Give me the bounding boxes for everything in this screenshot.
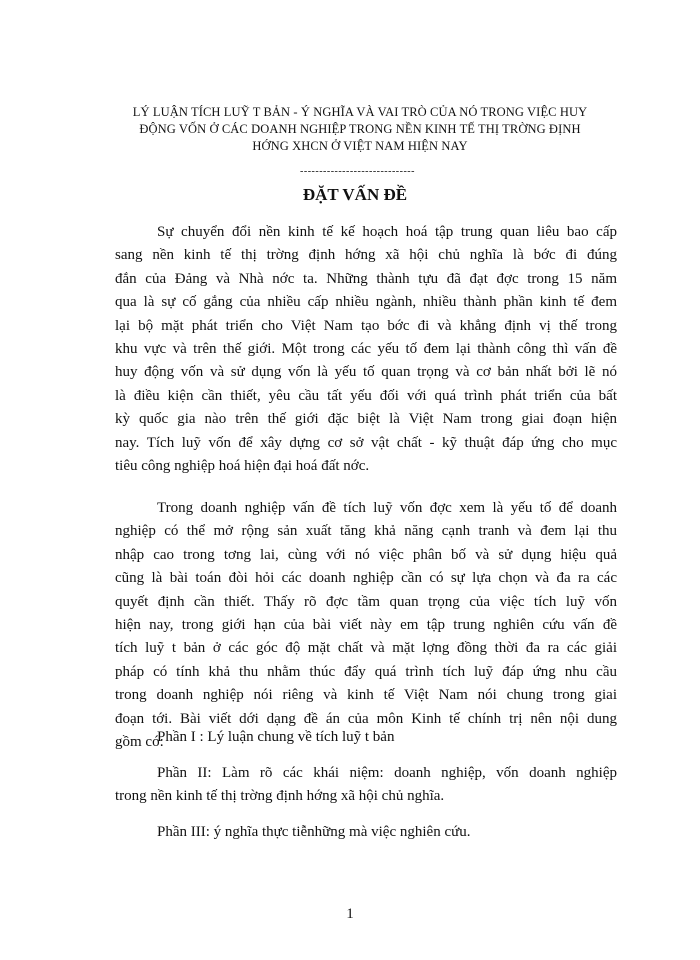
title-line: ĐỘNG VỐN Ở CÁC DOANH NGHIỆP TRONG NỀN KINH TẾ THỊ TRỜNG ĐỊNH — [139, 122, 581, 136]
text-line: hiện nay, trong giới hạn của bài viết này em tập trung nghiên cứu vấn đề — [115, 617, 617, 634]
text-line: trong nền kinh tế thị trờng định hớng xã hội chủ nghĩa. — [115, 788, 445, 805]
document-title — [100, 104, 620, 155]
paragraph-enterprise-capital — [115, 497, 617, 754]
text-line: quyết định cần thiết. Thấy rõ đợc tầm quan trọng của việc tích luỹ vốn — [115, 593, 617, 610]
section-heading: ĐẶT VẤN ĐỀ — [302, 185, 408, 204]
title-line: LÝ LUẬN TÍCH LUỸ T BẢN - Ý NGHĨA VÀ VAI TRÒ CỦA NÓ TRONG VIỆC HUY — [132, 105, 588, 119]
text-line: nghiệp có thể mở rộng sản xuất tăng khả năng cạnh tranh và đem lại thu — [115, 523, 617, 540]
text-line: Phần III: ý nghĩa thực tiễnhững mà việc nghiên cứu. — [157, 824, 471, 840]
text-line: đoạn tới. Bài viết dới dạng đề án của môn Kinh tế chính trị nên nội dung — [115, 710, 617, 727]
text-line: qua là sự cố gắng của nhiều cấp nhiều ngành, nhiều thành phần kinh tế đem — [115, 294, 617, 311]
text-line: trong doanh nghiệp nói riêng và kinh tế Việt Nam nói chung trong giai — [115, 687, 617, 704]
text-line: Phần I : Lý luận chung về tích luỹ t bản — [157, 729, 395, 745]
text-line: nhập cao trong tơng lai, cùng với nó việc phân bố và sử dụng hiệu quả — [115, 546, 617, 563]
text-line: gồm có: — [115, 734, 164, 751]
outline-part-1 — [115, 726, 617, 749]
text-line: cũng là bài toán đòi hỏi các doanh nghiệp cần có sự lựa chọn và đa ra các — [115, 570, 617, 587]
text-line: tích luỹ t bản ở các góc độ mặt chất và mặt lợng đồng thời đa ra các giải — [115, 640, 617, 657]
text-line: khu vực và trên thế giới. Một trong các yếu tố đem lại thành công thì vấn đề — [115, 341, 617, 358]
page-number: 1 — [346, 906, 354, 922]
title-separator: ------------------------------ — [300, 166, 415, 177]
text-line: sang nền kinh tế thị trờng định hớng xã hội chủ nghĩa là bớc đi đúng — [115, 247, 617, 264]
text-line: nay. Tích luỹ vốn để xây dựng cơ sở vật chất - kỹ thuật đáp ứng cho mục — [115, 434, 617, 451]
text-line: pháp có tính khả thu nhằm thúc đẩy quá trình tích luỹ đáp ứng nhu cầu — [115, 663, 617, 680]
outline-part-3 — [115, 821, 617, 844]
text-line: tiêu công nghiệp hoá hiện đại hoá đất nớc. — [115, 458, 370, 475]
text-line: Sự chuyển đổi nền kinh tế kế hoạch hoá tập trung quan liêu bao cấp — [157, 224, 617, 240]
text-line: đắn của Đảng và Nhà nớc ta. Những thành tựu đã đạt đợc trong 15 năm — [115, 270, 617, 287]
outline-part-2 — [115, 762, 617, 809]
text-line: huy động vốn và sử dụng vốn là yếu tố quan trọng và cơ bản nhất bởi lẽ nó — [115, 364, 617, 381]
text-line: lại bộ mặt phát triển cho Việt Nam tạo bớc đi và khẳng định vị thế trong — [115, 317, 617, 334]
title-line: HỚNG XHCN Ở VIỆT NAM HIỆN NAY — [252, 139, 468, 153]
text-line: kỳ quốc gia nào trên thế giới đặc biệt là Việt Nam trong giai đoạn hiện — [115, 411, 617, 428]
text-line: Trong doanh nghiệp vấn đề tích luỹ vốn đợc xem là yếu tố để doanh — [157, 500, 617, 516]
text-line: là điều kiện cần thiết, yêu cầu tất yếu đối với quá trình phát triển của bất — [115, 387, 617, 404]
text-line: Phần II: Làm rõ các khái niệm: doanh nghiệp, vốn doanh nghiệp — [157, 765, 617, 781]
paragraph-introduction — [115, 221, 617, 478]
